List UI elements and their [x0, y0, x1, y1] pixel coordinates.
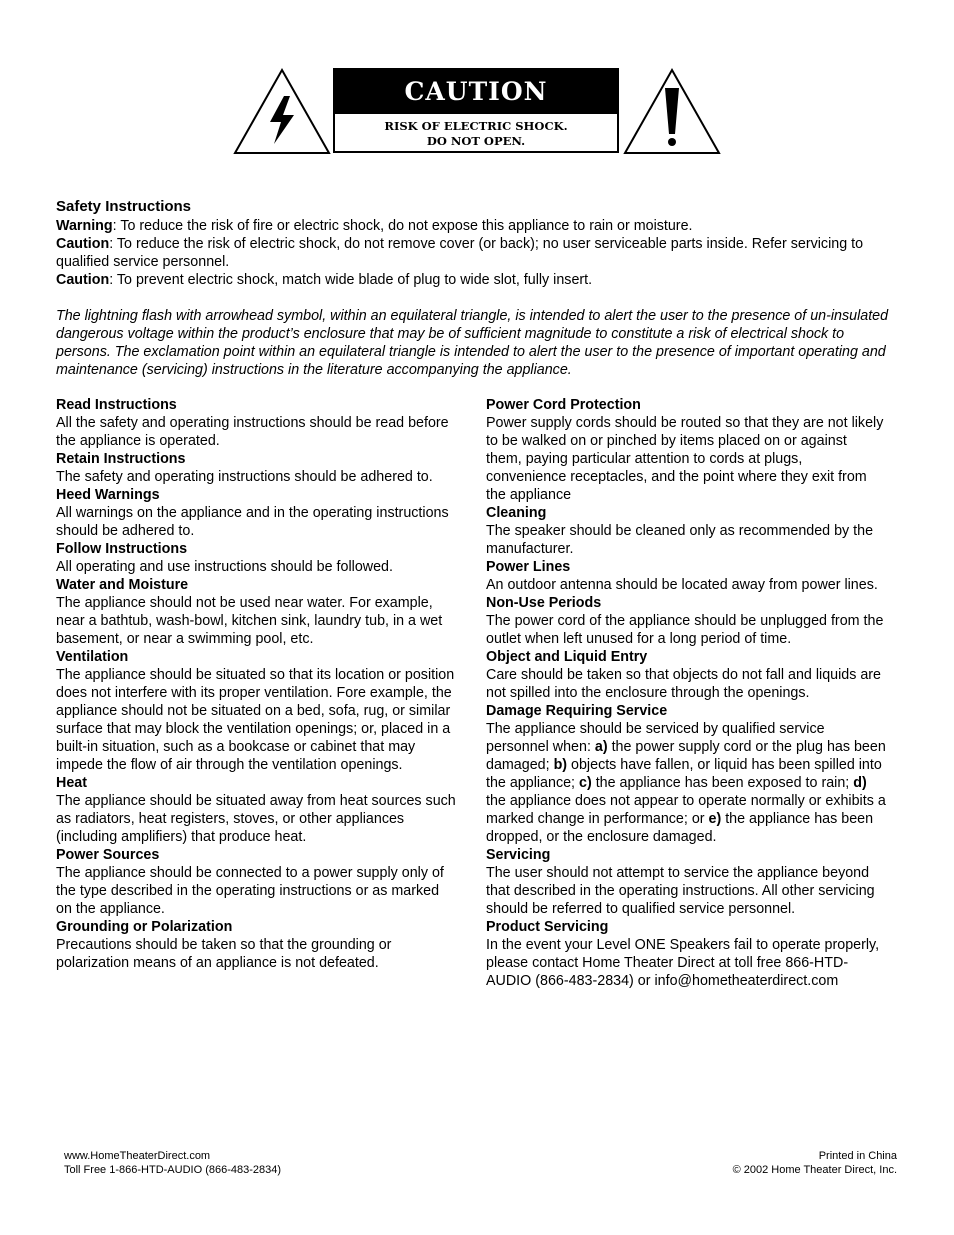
item-text-a: the power supply cord or the plug has been damaged; [486, 739, 886, 773]
section-heading: Heed Warnings [56, 487, 160, 503]
section-body: All operating and use instructions should be followed. [56, 559, 393, 575]
section-retain-instructions [56, 450, 456, 486]
section-body: The appliance should be connected to a power supply only of the type described in the operating instructions or as marked on the appliance. [56, 865, 444, 917]
section-heading: Heat [56, 775, 87, 791]
section-body: Precautions should be taken so that the grounding or polarization means of an appliance is not defeated. [56, 937, 392, 971]
section-heading: Object and Liquid Entry [486, 649, 648, 665]
item-text-d: the appliance does not appear to operate normally or exhibits a marked change in performance; or [486, 793, 886, 827]
section-heat [56, 774, 456, 846]
caution-line-1: RISK OF ELECTRIC SHOCK. [384, 119, 568, 133]
section-power-lines [486, 558, 886, 594]
item-label-d: d) [853, 775, 867, 791]
caution-paragraph-2 [56, 271, 896, 289]
footer-website: www.HomeTheaterDirect.com [64, 1150, 211, 1162]
item-text-c: the appliance has been exposed to rain; [591, 775, 854, 791]
section-body: Power supply cords should be routed so that they are not likely to be walked on or pinched by items placed on or against them, paying particular attention to cords at plugs, convenience receptacles, and the point where they exit from the appliance [486, 415, 884, 503]
caution-title: CAUTION [335, 70, 617, 114]
symbol-explanation: The lightning flash with arrowhead symbol, within an equilateral triangle, is intended to alert the user to the presence of un-insulated dangerous voltage within the product’s enclosure that may be of sufficient magnitude to constitute a risk of electrical shock to persons. The exclamation point within an equilateral triangle is intended to alert the user to the presence of important operating and maintenance (servicing) instructions in the literature accompanying the appliance. [56, 308, 889, 378]
instructions-left-column [56, 396, 456, 972]
section-body: All the safety and operating instructions should be read before the appliance is operated. [56, 415, 449, 449]
section-heading: Follow Instructions [56, 541, 188, 557]
section-heading: Power Sources [56, 847, 160, 863]
section-heading: Power Cord Protection [486, 397, 641, 413]
section-body: The safety and operating instructions should be adhered to. [56, 469, 433, 485]
warning-label: Warning [56, 218, 113, 234]
section-damage-service [486, 702, 886, 846]
instructions-right-column [486, 396, 886, 990]
section-power-sources [56, 846, 456, 918]
footer-tollfree: Toll Free 1-866-HTD-AUDIO (866-483-2834) [64, 1164, 282, 1176]
section-body: The appliance should be situated away from heat sources such as radiators, heat registers, stoves, or other appliances (including amplifiers) that produce heat. [56, 793, 456, 845]
section-body: The user should not attempt to service the appliance beyond that described in the operating instructions. All other servicing should be referred to qualified service personnel. [486, 865, 875, 917]
section-body [486, 720, 886, 846]
warning-text: : To reduce the risk of fire or electric shock, do not expose this appliance to rain or moisture. [112, 218, 693, 234]
caution-text-2: : To prevent electric shock, match wide blade of plug to wide slot, fully insert. [109, 272, 593, 288]
section-heading: Read Instructions [56, 397, 177, 413]
item-text-e: the appliance has been dropped, or the enclosure damaged. [486, 811, 874, 845]
footer-printed: Printed in China [818, 1150, 897, 1162]
section-heading: Non-Use Periods [486, 595, 602, 611]
section-power-cord [486, 396, 886, 504]
section-heading: Power Lines [486, 559, 571, 575]
section-heading: Retain Instructions [56, 451, 186, 467]
section-read-instructions [56, 396, 456, 450]
section-heading: Grounding or Polarization [56, 919, 233, 935]
lightning-warning-icon [232, 66, 332, 156]
caution-label-1: Caution [56, 236, 110, 252]
section-body: The power cord of the appliance should be unplugged from the outlet when left unused for a long period of time. [486, 613, 884, 647]
section-heading: Damage Requiring Service [486, 703, 668, 719]
section-servicing [486, 846, 886, 918]
caution-banner [232, 66, 722, 156]
footer-copyright: © 2002 Home Theater Direct, Inc. [732, 1164, 897, 1176]
caution-text-1: : To reduce the risk of electric shock, do not remove cover (or back); no user serviceable parts inside. Refer servicing to qualified service personnel. [56, 236, 864, 270]
warning-paragraph [56, 217, 896, 235]
caution-line-2: DO NOT OPEN. [426, 134, 526, 148]
section-body: The appliance should be situated so that its location or position does not interfere with its proper ventilation. Fore example, the appliance should not be situated on a bed, sofa, rug, or similar surface that may block the ventilation openings; or, placed in a built-in situation, such as a bookcase or cabinet that may impede the flow of air through the ventilation openings. [56, 667, 455, 773]
section-heading: Water and Moisture [56, 577, 189, 593]
item-label-b: b) [553, 757, 568, 773]
item-label-a: a) [594, 739, 608, 755]
section-cleaning [486, 504, 886, 558]
section-water-moisture [56, 576, 456, 648]
section-body: In the event your Level ONE Speakers fail to operate properly, please contact Home Theater Direct at toll free 866-HTD-AUDIO (866-483-2834) or info@hometheaterdirect.com [486, 937, 880, 989]
damage-intro: The appliance should be serviced by qualified service personnel when: [486, 721, 825, 755]
item-label-e: e) [708, 811, 722, 827]
section-body: The speaker should be cleaned only as recommended by the manufacturer. [486, 523, 874, 557]
exclamation-warning-icon [622, 66, 722, 156]
caution-subtitle [335, 114, 617, 149]
footer-left [64, 1149, 281, 1177]
section-object-liquid [486, 648, 886, 702]
caution-label [333, 68, 619, 153]
caution-label-2: Caution [56, 272, 110, 288]
caution-paragraph-1 [56, 235, 896, 271]
section-body: All warnings on the appliance and in the operating instructions should be adhered to. [56, 505, 449, 539]
section-body: Care should be taken so that objects do not fall and liquids are not spilled into the enclosure through the openings. [486, 667, 882, 701]
safety-intro [56, 197, 896, 379]
section-body: An outdoor antenna should be located away from power lines. [486, 577, 878, 593]
section-product-servicing [486, 918, 886, 990]
section-heading: Ventilation [56, 649, 129, 665]
section-ventilation [56, 648, 456, 774]
section-title: Safety Instructions [56, 198, 192, 215]
section-heading: Cleaning [486, 505, 547, 521]
section-heading: Servicing [486, 847, 551, 863]
section-follow-instructions [56, 540, 456, 576]
section-heed-warnings [56, 486, 456, 540]
footer-right [733, 1149, 897, 1177]
item-label-c: c) [579, 775, 592, 791]
section-grounding [56, 918, 456, 972]
section-heading: Product Servicing [486, 919, 609, 935]
section-body: The appliance should not be used near water. For example, near a bathtub, wash-bowl, kitchen sink, laundry tub, in a wet basement, or near a swimming pool, etc. [56, 595, 443, 647]
item-text-b: objects have fallen, or liquid has been spilled into the appliance; [486, 757, 882, 791]
section-non-use [486, 594, 886, 648]
